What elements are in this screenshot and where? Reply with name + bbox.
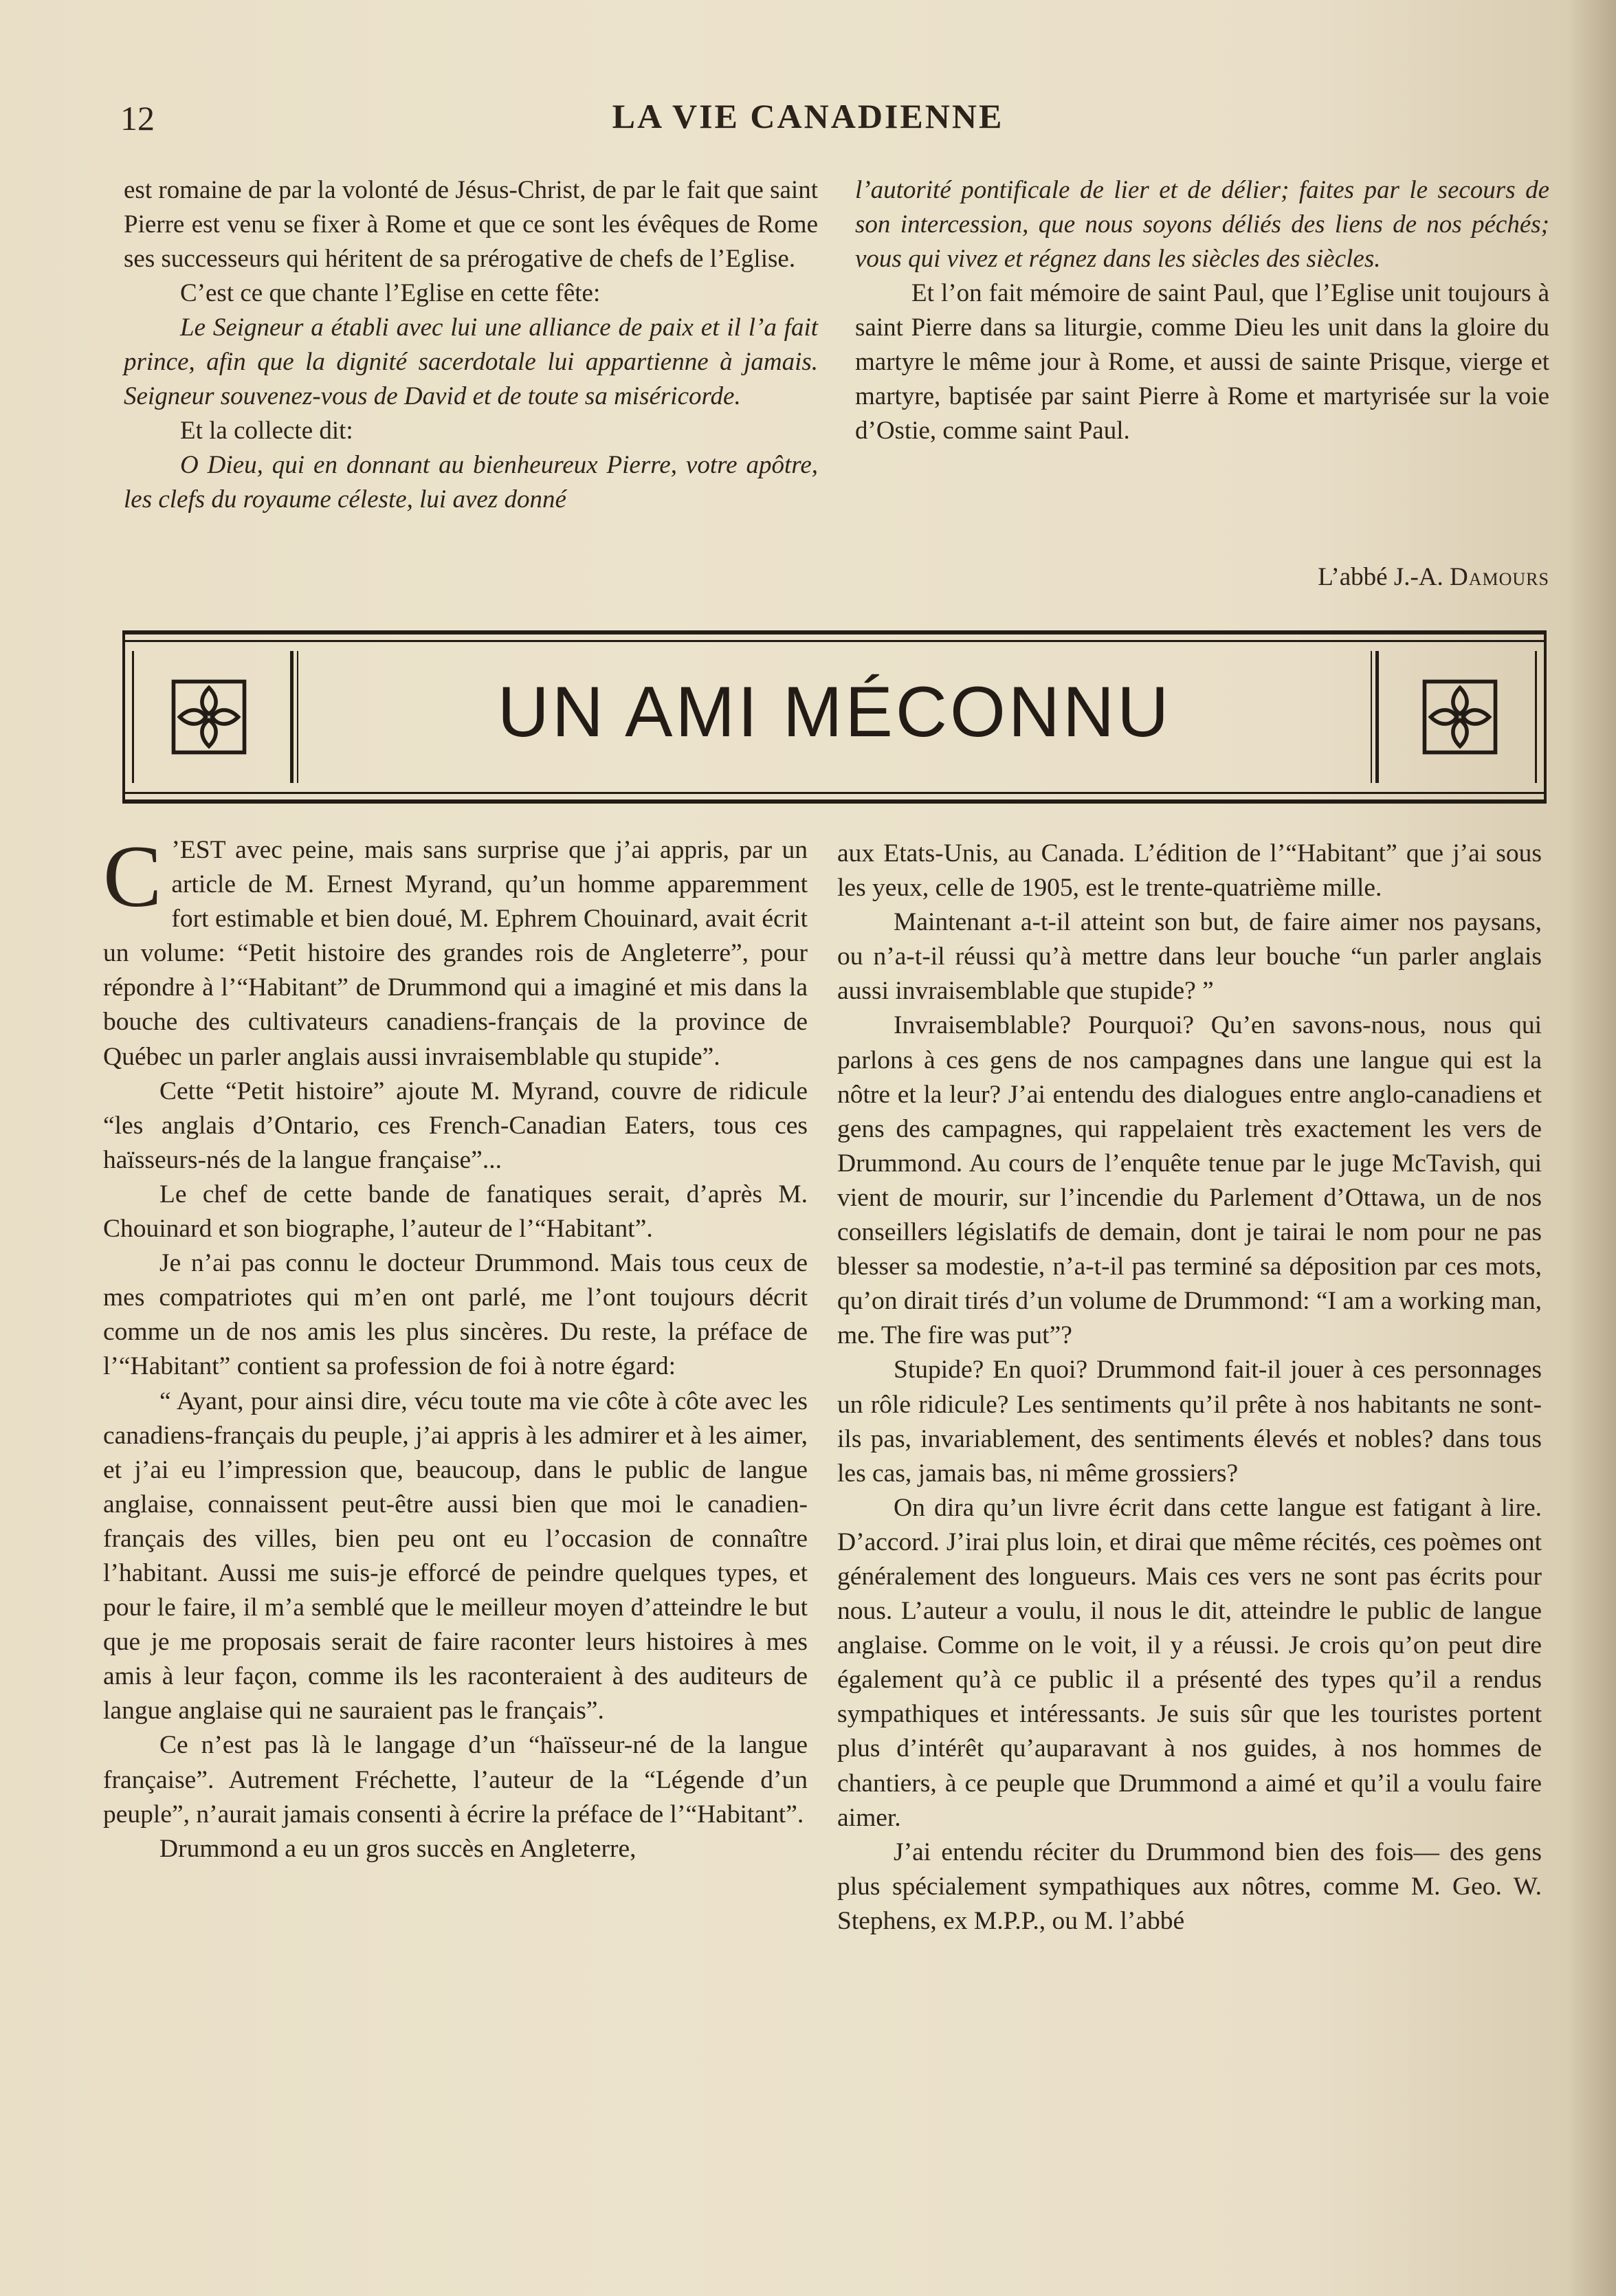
article-title-banner <box>122 630 1547 804</box>
paragraph: Cette “Petit histoire” ajoute M. Myrand, couvre de ridicule “les anglais d’Ontario, ces French-Canadian Eaters, tous ces haïsseurs-nés de la langue française”... <box>103 1077 808 1174</box>
paragraph: Stupide? En quoi? Drummond fait-il jouer à ces personnages un rôle ridicule? Les sentiments qu’il prête à nos habitants ne sont-ils pas, invariablement, des sentiments élevés et nobles? dans tous les cas, jamais bas, ni même grossiers? <box>837 1356 1542 1488</box>
paragraph: Ce n’est pas là le langage d’un “haïsseur-né de la langue française”. Autrement Fréchette, l’auteur de la “Légende d’un peuple”, n’aurait jamais consenti à écrire la préface de l’“Habitant”. <box>103 1731 808 1829</box>
paragraph: Le chef de cette bande de fanatiques serait, d’après M. Chouinard et son biographe, l’auteur de l’“Habitant”. <box>103 1180 808 1244</box>
paragraph: l’autorité pontificale de lier et de délier; faites par le secours de son intercession, que nous soyons déliés des liens de nos péchés; vous qui vivez et régnez dans les siècles des siècles. <box>855 176 1549 273</box>
article-title: UN AMI MÉCONNU <box>497 672 1172 752</box>
article-right-column <box>837 837 1542 1939</box>
paragraph: J’ai entendu réciter du Drummond bien des fois— des gens plus spécialement sympathiques aux nôtres, comme M. Geo. W. Stephens, ex M.P.P., ou M. l’abbé <box>837 1837 1542 1935</box>
paragraph: “ Ayant, pour ainsi dire, vécu toute ma vie côte à côte avec les canadiens-français du peuple, j’ai appris à les admirer et à les aimer, et j’ai eu l’impression que, beaucoup, dans le public de langue anglaise, connaissent peut-être aussi bien que moi le canadien-français des villes, bien peu ont eu l’occasion de connaître l’habitant. Aussi me suis-je efforcé de peindre quelques types, et pour le faire, il m’a semblé que le meilleur moyen d’atteindre le but que je me proposais serait de faire raconter leurs histoires à mes amis à leur façon, comme ils les raconteraient à des auditeurs de langue anglaise qui ne sauraient pas le français”. <box>103 1387 808 1725</box>
paragraph: Invraisemblable? Pourquoi? Qu’en savons-nous, nous qui parlons à ces gens de nos campagnes dans une langue qui est la nôtre et la leur? J’ai entendu des dialogues entre anglo-canadiens et gens des campagnes, qui rappelaient très exactement les vers de Drummond. Au cours de l’enquête tenue par le juge McTavish, qui vient de mourir, sur l’incendie du Parlement d’Ottawa, un de nos conseillers législatifs de demain, dont je tairai le nom pour ne pas blesser sa modestie, n’a-t-il pas terminé sa déposition par ces mots, qu’on dirait tirés d’un volume de Drummond: “I am a working man, me. The fire was put”? <box>837 1011 1542 1350</box>
article-first-paragraph <box>103 828 808 1074</box>
paragraph: Et l’on fait mémoire de saint Paul, que l’Eglise unit toujours à saint Pierre dans sa liturgie, comme Dieu les unit dans la gloire du martyre le même jour à Rome, et aussi de sainte Prisque, vierge et martyre, baptisée par saint Pierre à Rome et martyrisée sur la voie d’Ostie, comme saint Paul. <box>855 279 1549 445</box>
paragraph: O Dieu, qui en donnant au bienheureux Pierre, votre apôtre, les clefs du royaume céleste, lui avez donné <box>124 451 818 514</box>
signature <box>855 560 1549 595</box>
signature-prefix: L’abbé J.-A. <box>1318 563 1450 591</box>
paragraph: Et la collecte dit: <box>180 417 353 445</box>
ornament-right-icon <box>1421 678 1498 755</box>
paragraph: Je n’ai pas connu le docteur Drummond. Mais tous ceux de mes compatriotes qui m’en ont parlé, me l’ont toujours décrit comme un de nos amis les plus sincères. Du reste, la préface de l’“Habitant” contient sa profession de foi à notre égard: <box>103 1249 808 1381</box>
article-left-paragraphs <box>103 1074 808 1866</box>
top-right-column <box>855 173 1549 448</box>
paragraph: C’est ce que chante l’Eglise en cette fête: <box>180 279 601 307</box>
paragraph: aux Etats-Unis, au Canada. L’édition de l’“Habitant” que j’ai sous les yeux, celle de 1905, est le trente-quatrième mille. <box>837 839 1542 903</box>
drop-cap: C <box>103 828 162 925</box>
page-number: 12 <box>120 99 155 137</box>
first-paragraph-text: ’EST avec peine, mais sans surprise que j’ai appris, par un article de M. Ernest Myrand, qu’un homme apparemment fort estimable et bien doué, M. Ephrem Chouinard, avait écrit un volume: “Petit histoire des grandes rois de Angleterre”, pour répondre à l’“Habitant” de Drummond qui a imaginé et mis dans la bouche des cultivateurs canadiens-français de la province de Québec un parler anglais aussi invraisemblable qu stupide”. <box>103 836 808 1071</box>
paragraph: est romaine de par la volonté de Jésus-Christ, de par le fait que saint Pierre est venu se fixer à Rome et que ce sont les évêques de Rome ses successeurs qui héritent de sa prérogative de chefs de l’Eglise. <box>124 176 818 273</box>
paragraph: Maintenant a-t-il atteint son but, de faire aimer nos paysans, ou n’a-t-il réussi qu’à mettre dans leur bouche “un parler anglais aussi invraisemblable que stupide? ” <box>837 908 1542 1006</box>
paragraph: Le Seigneur a établi avec lui une alliance de paix et il l’a fait prince, afin que la dignité sacerdotale lui appartienne à jamais. Seigneur souvenez-vous de David et de toute sa miséricorde. <box>124 313 818 410</box>
signature-name: Damours <box>1450 563 1549 591</box>
paragraph: On dira qu’un livre écrit dans cette langue est fatigant à lire. D’accord. J’irai plus loin, et dirai que même récités, ces poèmes ont généralement des longueurs. Mais ces vers ne sont pas écrits pour nous. L’auteur a voulu, il nous le dit, atteindre le public de langue anglaise. Comme on le voit, il y a réussi. Je crois qu’on peut dire également qu’à ce public il a présenté des types qu’il a rendus sympathiques et intéressants. Je suis sûr que les touristes portent plus d’intérêt qu’auparavant à nos guides, à nos hommes de chantiers, à ce peuple que Drummond a aimé et qu’il a voulu faire aimer. <box>837 1493 1542 1832</box>
article-left-column <box>103 828 808 1866</box>
top-left-column <box>124 173 818 517</box>
paragraph: Drummond a eu un gros succès en Angleterre, <box>159 1834 637 1863</box>
magazine-title: LA VIE CANADIENNE <box>612 97 1004 135</box>
